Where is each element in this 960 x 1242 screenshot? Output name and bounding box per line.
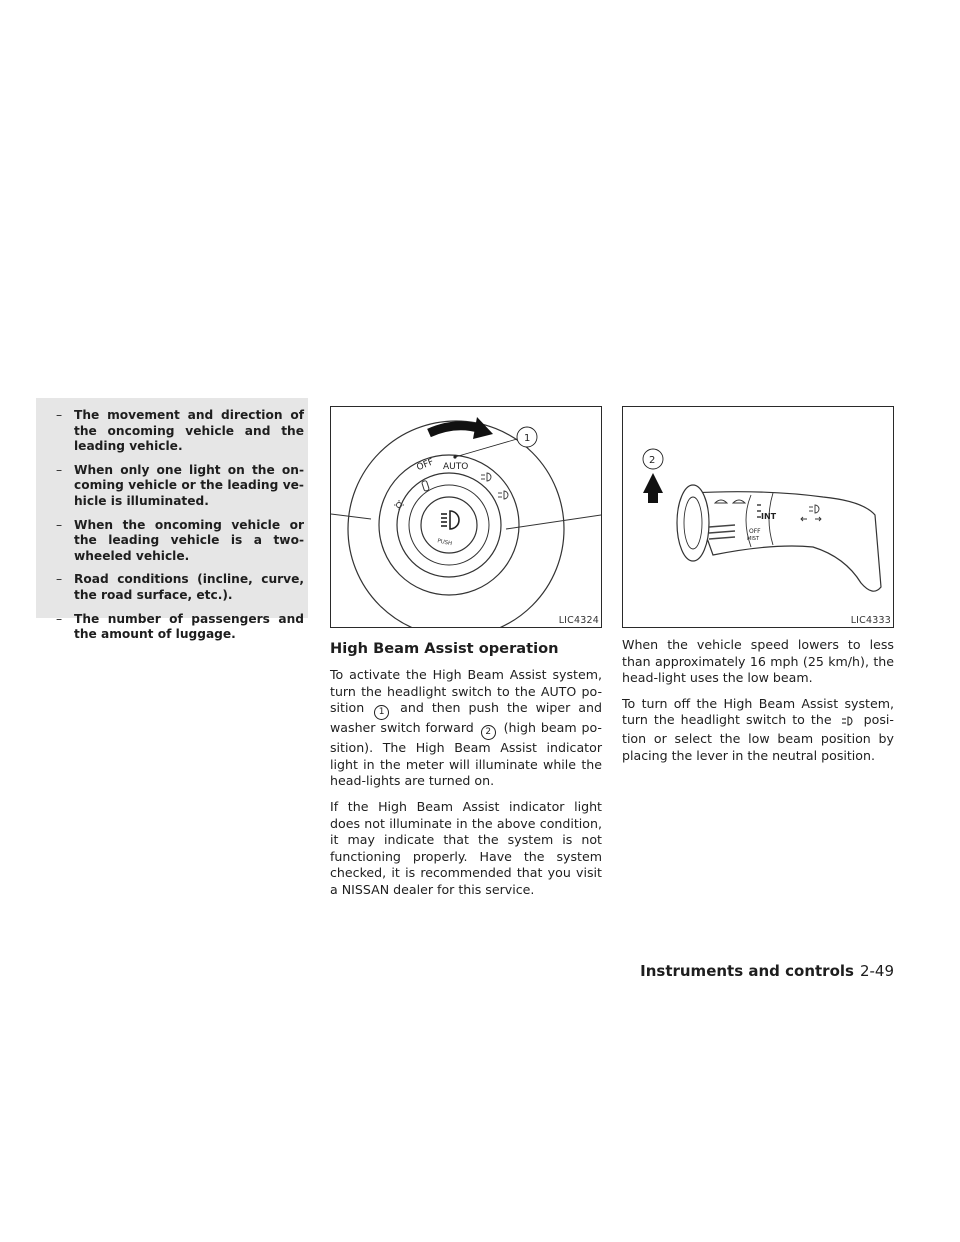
svg-text:INT: INT <box>761 512 777 521</box>
note-item: – Road conditions (incline, curve, the road surface, etc.). <box>56 572 304 602</box>
body-column-right <box>622 637 894 773</box>
section-heading: High Beam Assist operation <box>330 640 559 657</box>
svg-text:MIST: MIST <box>747 536 760 542</box>
dash: – <box>56 517 63 532</box>
svg-text:1: 1 <box>524 433 531 444</box>
body-column-left <box>330 667 602 908</box>
note-list <box>56 408 304 643</box>
page-footer <box>640 962 894 980</box>
svg-text:OFF: OFF <box>749 528 761 535</box>
marker-2: 2 <box>481 725 496 740</box>
note-box <box>36 398 308 642</box>
svg-text:2: 2 <box>649 455 656 466</box>
figure-headlight-switch <box>330 406 602 628</box>
dash: – <box>56 572 63 587</box>
footer-section: Instruments and controls <box>640 962 854 980</box>
note-item: – The number of passengers and the amount of luggage. <box>56 611 304 642</box>
dash: – <box>56 611 63 626</box>
figure-code: LIC4324 <box>558 615 599 626</box>
headlight-lever-illustration <box>623 407 893 627</box>
paragraph-not-illuminate: If the High Beam Assist indicator light does not illuminate in the above condition, it may indicate that the system is not functioning properly. Have the system checked, it is recommended that you visit a NISSAN dealer for this service. <box>330 798 602 897</box>
figure-code: LIC4333 <box>850 615 891 626</box>
note-item: – The movement and direction of the oncoming vehicle and the leading vehicle. <box>56 408 304 454</box>
paragraph-speed: When the vehicle speed lowers to less than approximately 16 mph (25 km/h), the head-light uses the low beam. <box>622 637 894 686</box>
dash: – <box>56 408 63 422</box>
page-number: 2-49 <box>859 962 894 980</box>
marker-1: 1 <box>374 705 389 720</box>
paragraph-activate: To activate the High Beam Assist system, turn the headlight switch to the AUTO po-sition 1 and then push the wiper and washer switch forward 2 (high beam po-sition). The High Beam Assist indicator light in the meter will illuminate while the head-lights are turned on. <box>330 667 602 789</box>
svg-text:AUTO: AUTO <box>443 462 469 472</box>
headlight-switch-illustration <box>331 407 601 627</box>
note-item: – When the oncoming vehicle or the leading vehicle is a two-wheeled vehicle. <box>56 517 304 563</box>
headlight-icon <box>841 714 855 731</box>
paragraph-turn-off: To turn off the High Beam Assist system, turn the headlight switch to the posi-tion or select the low beam position by placing the lever in the neutral position. <box>622 695 894 763</box>
figure-headlight-lever <box>622 406 894 628</box>
note-item: – When only one light on the on-coming vehicle or the leading ve-hicle is illuminated. <box>56 462 304 508</box>
svg-text:OFF: OFF <box>415 457 436 474</box>
dash: – <box>56 462 63 477</box>
svg-text:PUSH: PUSH <box>436 538 453 548</box>
